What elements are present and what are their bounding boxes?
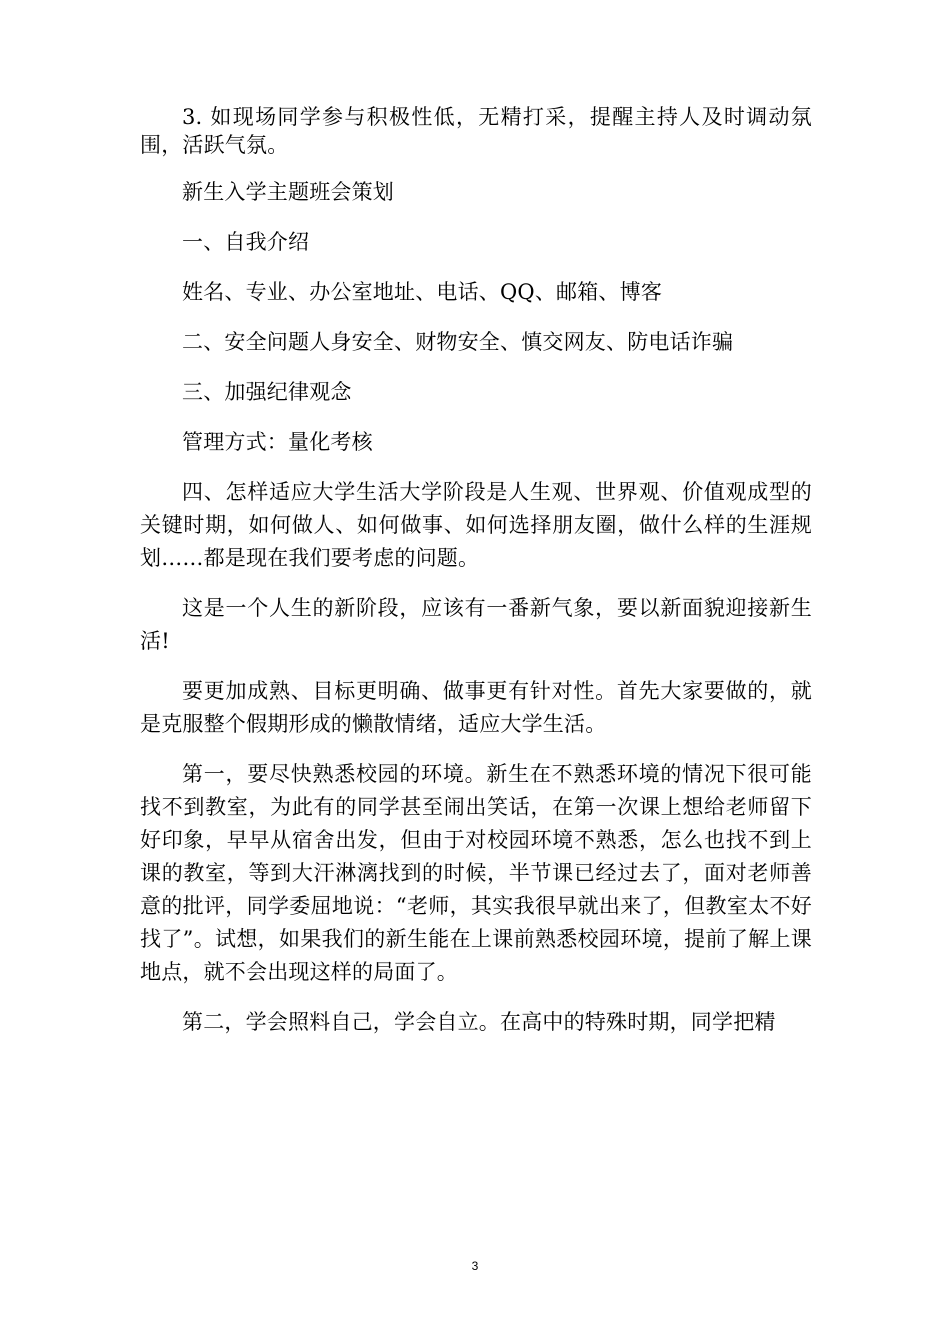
section-title: 新生入学主题班会策划 (182, 180, 394, 204)
heading-discipline: 三、加强纪律观念 (182, 380, 352, 404)
document-body (140, 103, 812, 1039)
paragraph-intro-items: 姓名、专业、办公室地址、电话、QQ、邮箱、博客 (182, 280, 663, 304)
paragraph-new-stage: 这是一个人生的新阶段，应该有一番新气象，要以新面貌迎接新生活! (140, 596, 812, 653)
paragraph-campus-environment: 第一，要尽快熟悉校园的环境。新生在不熟悉环境的情况下很可能找不到教室，为此有的同学甚至闹出笑话，在第一次课上想给老师留下好印象，早早从宿舍出发，但由于对校园环境不熟悉，怎么也找不到上课的教室，等到大汗淋漓找到的时候，半节课已经过去了，面对老师善意的批评，同学委屈地说：“老师，其实我很早就出来了，但教室太不好找了”。试想，如果我们的新生能在上课前熟悉校园环境，提前了解上课地点，就不会出现这样的局面了。 (140, 762, 812, 984)
paragraph-note-3: 3. 如现场同学参与积极性低，无精打采，提醒主持人及时调动氛围，活跃气氛。 (140, 105, 812, 157)
page-number: 3 (471, 1259, 479, 1273)
paragraph-self-care: 第二，学会照料自己，学会自立。在高中的特殊时期，同学把精 (182, 1010, 776, 1034)
heading-self-intro: 一、自我介绍 (182, 230, 310, 254)
heading-safety: 二、安全问题人身安全、财物安全、慎交网友、防电话诈骗 (182, 330, 734, 354)
paragraph-adapt-college: 四、怎样适应大学生活大学阶段是人生观、世界观、价值观成型的关键时期，如何做人、如何做事、如何选择朋友圈，做什么样的生涯规划……都是现在我们要考虑的问题。 (140, 480, 812, 570)
paragraph-management: 管理方式：量化考核 (182, 430, 373, 454)
paragraph-maturity: 要更加成熟、目标更明确、做事更有针对性。首先大家要做的，就是克服整个假期形成的懒散情绪，适应大学生活。 (140, 679, 812, 736)
